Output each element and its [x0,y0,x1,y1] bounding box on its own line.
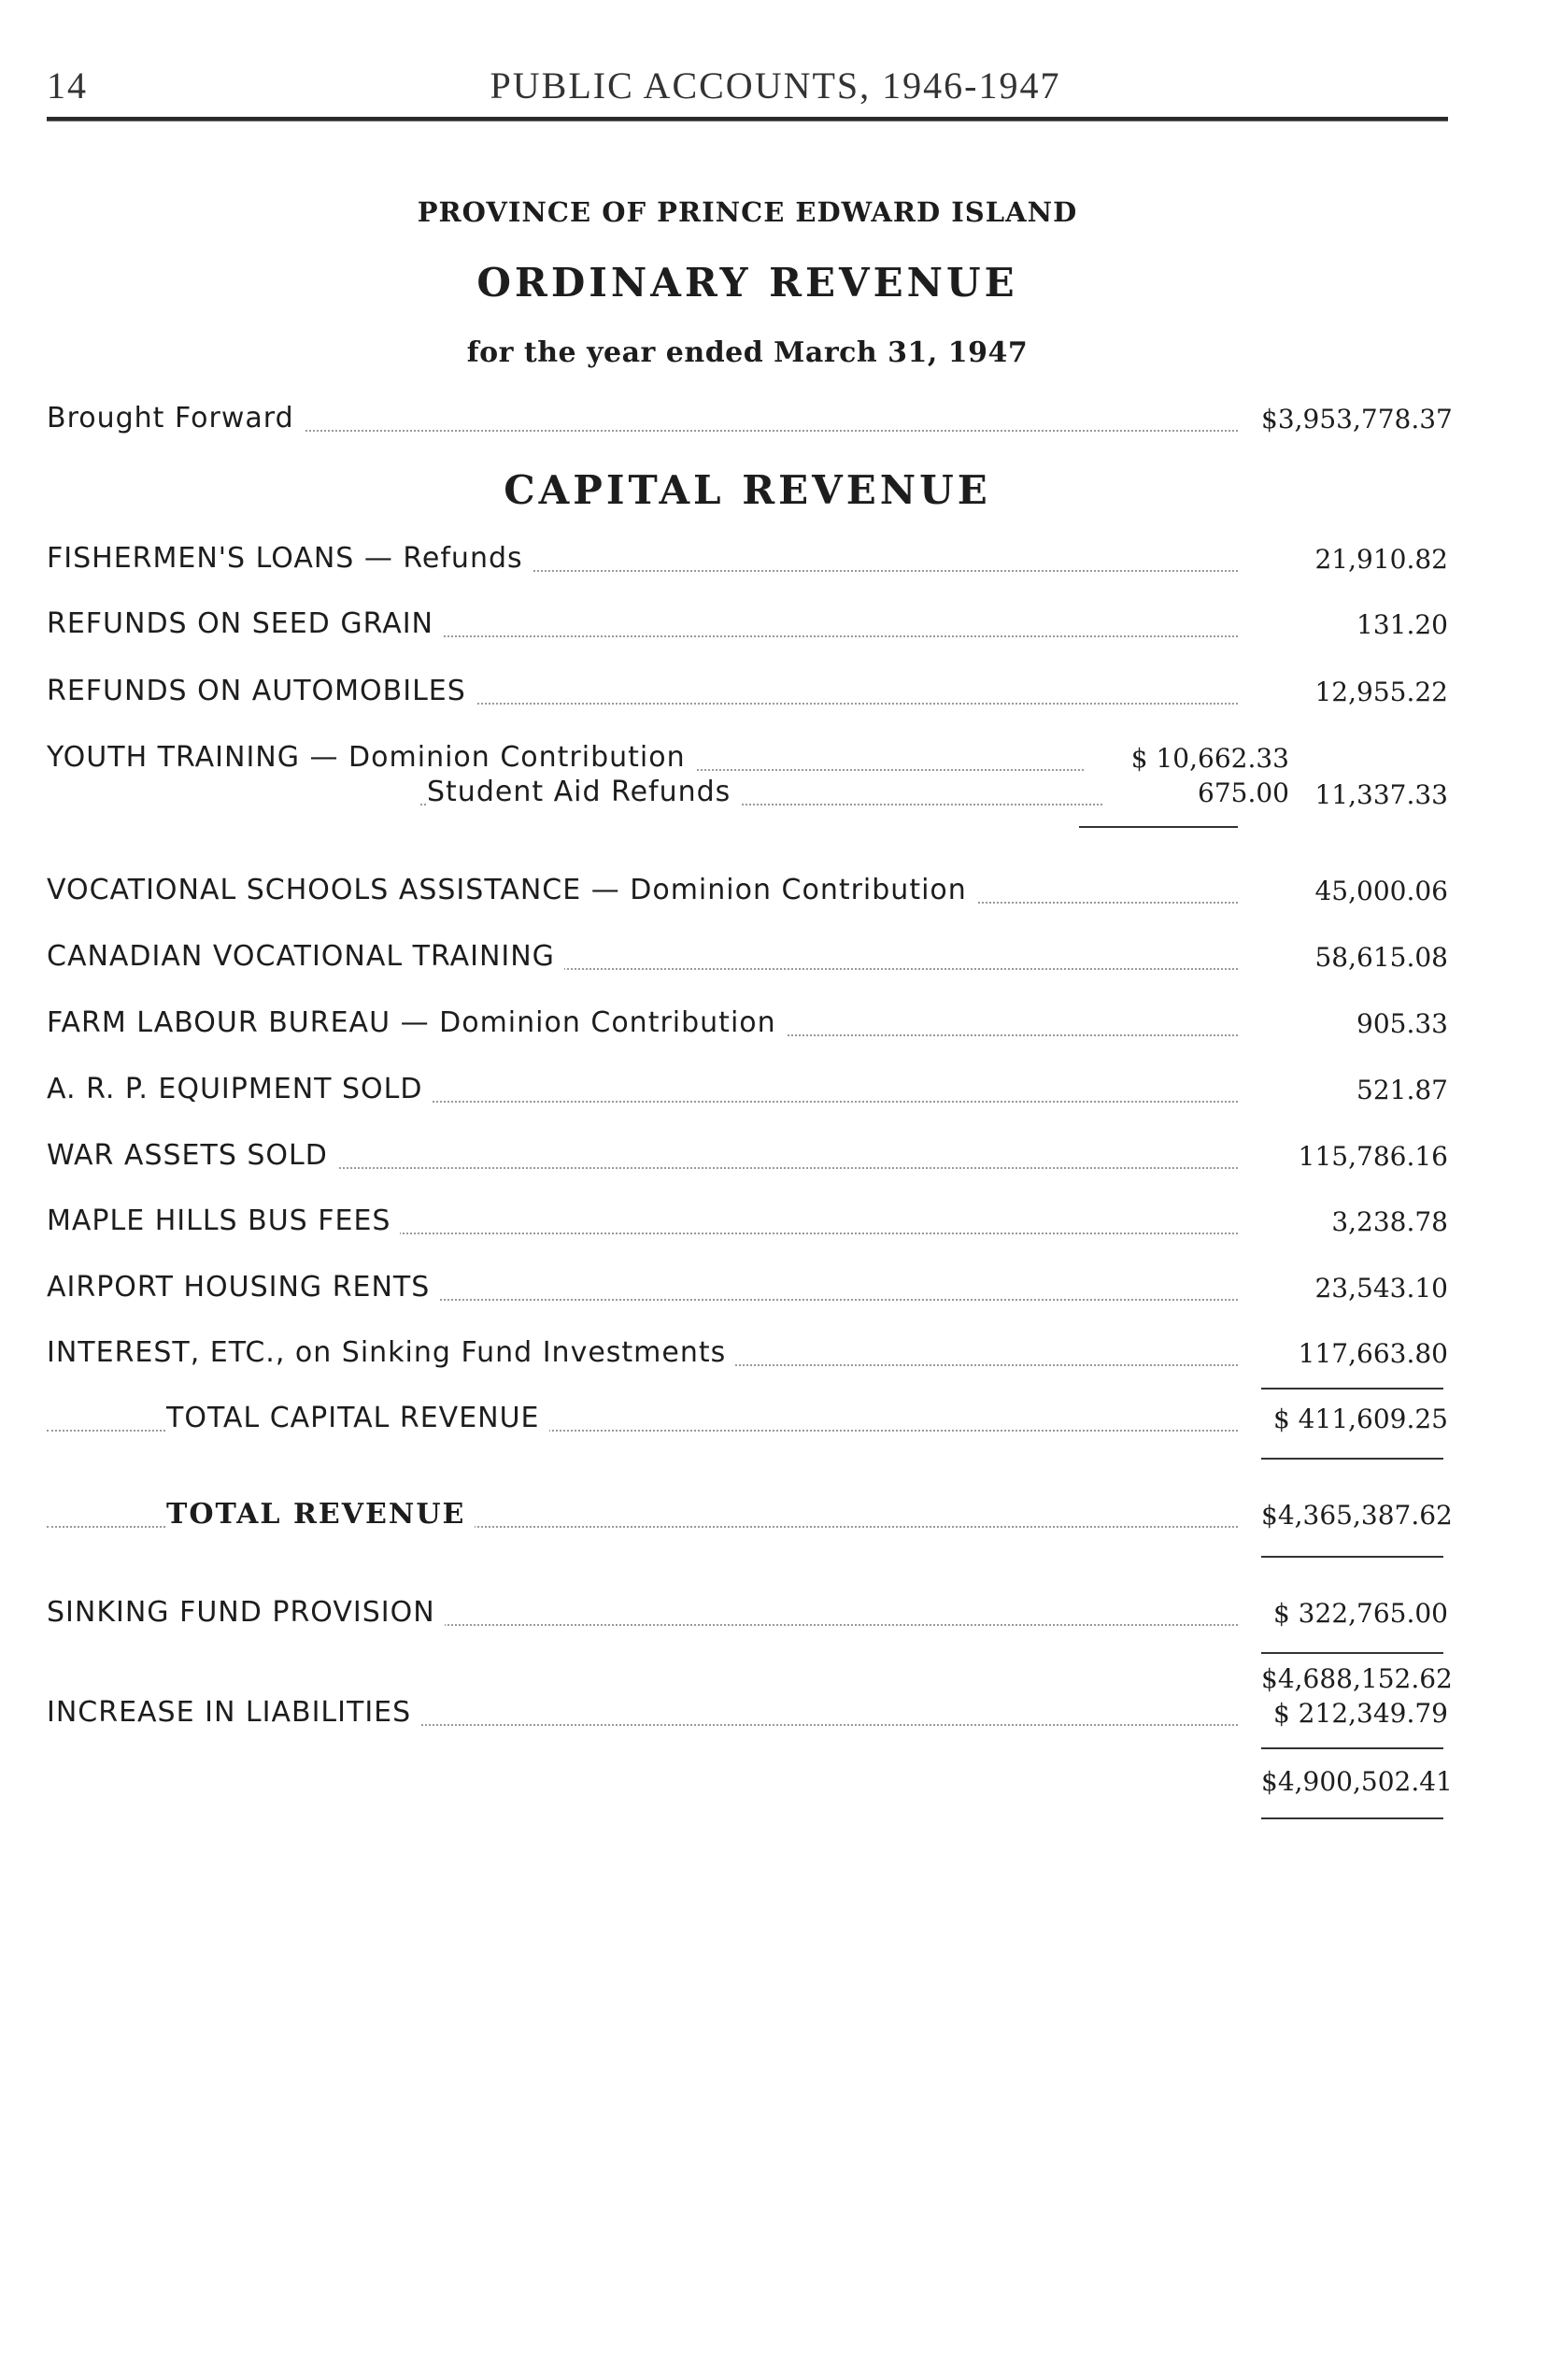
youth-training-total-row [47,777,1448,819]
row-amount: 3,238.78 [1331,1206,1448,1237]
row-label: FISHERMEN'S LOANS — Refunds [47,542,533,575]
province-heading: PROVINCE OF PRINCE EDWARD ISLAND [417,196,1078,228]
period-subtitle: for the year ended March 31, 1947 [466,336,1029,369]
total-rule [1261,1388,1443,1390]
ledger-row [47,542,1448,583]
row-amount: $ 411,609.25 [1272,1404,1448,1434]
total-rule [1261,1458,1443,1460]
row-amount: 45,000.06 [1314,876,1448,906]
total-rule [1261,1747,1443,1749]
grand-total: $4,900,502.41 [1261,1766,1453,1797]
total-revenue-row [47,1498,1453,1539]
sinking-fund-row [47,1596,1448,1637]
ledger-row [47,607,1448,648]
row-amount: 58,615.08 [1314,942,1448,973]
row-amount: $3,953,778.37 [1261,404,1453,435]
row-label: VOCATIONAL SCHOOLS ASSISTANCE — Dominion Contribution [47,874,976,906]
row-amount: 12,955.22 [1314,677,1448,707]
row-amount: 23,543.10 [1314,1273,1448,1304]
row-amount: 905.33 [1356,1008,1448,1039]
grand-total-row [47,1764,1453,1805]
row-amount: $4,365,387.62 [1261,1500,1453,1531]
total-rule [1261,1817,1443,1819]
row-label: CANADIAN VOCATIONAL TRAINING [47,940,564,973]
ledger-row [47,874,1448,915]
page-header [47,56,1448,112]
row-amount: $ 212,349.79 [1272,1698,1448,1729]
total-rule [1261,1652,1443,1654]
row-amount: $ 322,765.00 [1272,1598,1448,1629]
row-label: AIRPORT HOUSING RENTS [47,1271,439,1304]
row-label: REFUNDS ON AUTOMOBILES [47,675,476,707]
ledger-row [47,1271,1448,1312]
row-amount: 115,786.16 [1298,1141,1448,1172]
running-subtotal: $4,688,152.62 [1261,1663,1453,1694]
subtotal-rule [1079,826,1238,828]
row-label: TOTAL REVENUE [166,1498,475,1531]
ledger-row [47,1073,1448,1114]
ledger-row [47,675,1448,716]
row-label: SINKING FUND PROVISION [47,1596,445,1629]
row-label: TOTAL CAPITAL REVENUE [166,1402,549,1434]
row-label: A. R. P. EQUIPMENT SOLD [47,1073,432,1105]
liabilities-row [47,1696,1448,1737]
ledger-row [47,1006,1448,1047]
row-label: Student Aid Refunds [427,776,740,808]
total-rule [1261,1556,1443,1558]
section-heading: ORDINARY REVENUE [476,260,1018,306]
row-label: MAPLE HILLS BUS FEES [47,1204,400,1237]
row-label: INTEREST, ETC., on Sinking Fund Investments [47,1336,735,1369]
row-label: FARM LABOUR BUREAU — Dominion Contribution [47,1006,786,1039]
running-title: PUBLIC ACCOUNTS, 1946-1947 [490,64,1061,107]
row-amount: 131.20 [1356,609,1448,640]
student-aid-amount: 675.00 [1198,777,1289,808]
capital-revenue-heading: CAPITAL REVENUE [504,467,991,513]
row-amount: 521.87 [1356,1075,1448,1105]
ledger-row [47,1204,1448,1246]
ledger-row [47,1139,1448,1180]
row-amount: 117,663.80 [1298,1338,1448,1369]
header-rule [47,117,1448,121]
row-amount: 21,910.82 [1314,544,1448,575]
youth-training-total: 11,337.33 [1314,779,1448,810]
row-label: REFUNDS ON SEED GRAIN [47,607,443,640]
total-capital-revenue-row [47,1402,1448,1443]
page-number: 14 [47,64,88,107]
ledger-row [47,1336,1448,1377]
brought-forward-row [47,402,1453,443]
row-label: Brought Forward [47,402,304,435]
dominion-contribution-amount: $ 10,662.33 [1130,743,1289,774]
row-label: WAR ASSETS SOLD [47,1139,337,1172]
row-label: INCREASE IN LIABILITIES [47,1696,420,1729]
row-label: YOUTH TRAINING — Dominion Contribution [47,741,695,774]
ledger-row [47,940,1448,981]
